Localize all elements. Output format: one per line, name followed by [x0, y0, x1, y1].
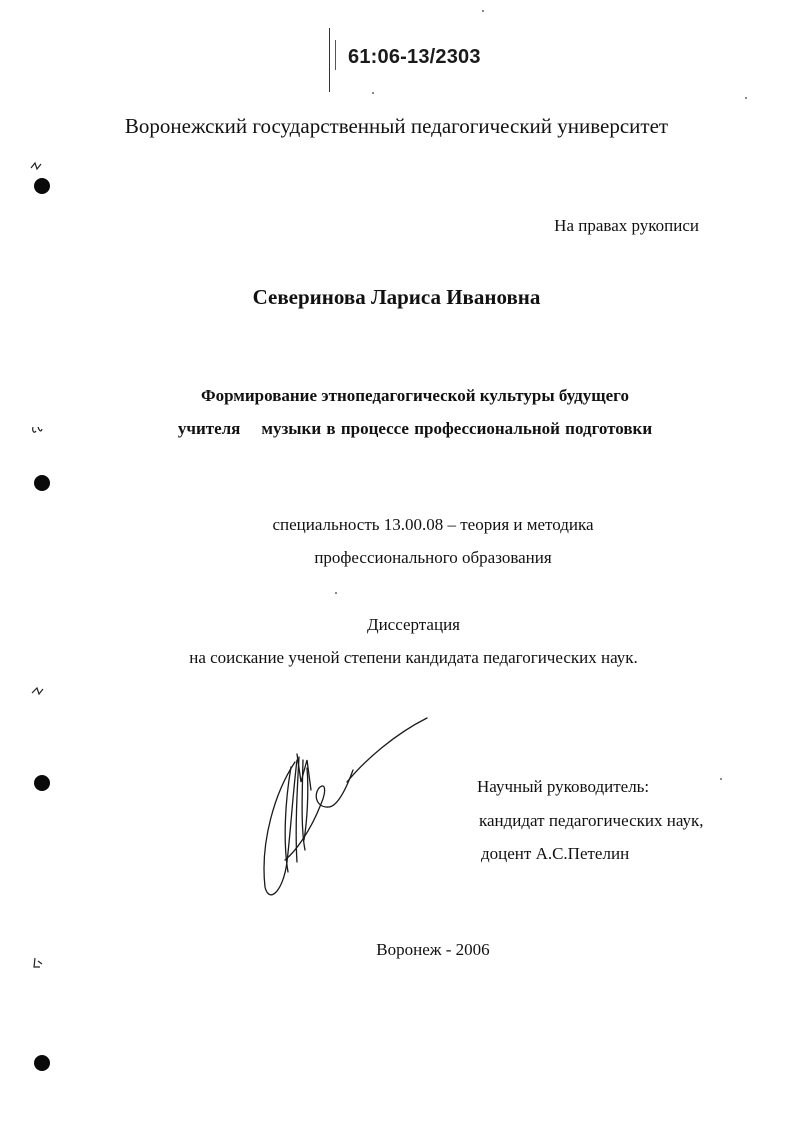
rights-notice: На правах рукописи	[554, 216, 699, 235]
punch-hole	[34, 1055, 50, 1071]
university-name: Воронежский государственный педагогический университет	[124, 114, 669, 138]
scan-mark	[30, 423, 46, 437]
stamp-line	[329, 28, 330, 92]
dust-speck	[482, 10, 484, 12]
specialty-line-2: профессионального образования	[314, 548, 552, 567]
dissertation-title-line-1: Формирование этнопедагогической культуры будущего	[201, 386, 629, 405]
title-line-2-text: учителя музыки в процессе профессиональной подготовки	[177, 419, 653, 438]
dust-speck	[335, 592, 337, 594]
degree-purpose: на соискание ученой степени кандидата педагогических наук.	[189, 648, 638, 667]
advisor-degree: кандидат педагогических наук,	[479, 811, 704, 830]
stamp-line	[335, 40, 336, 70]
scan-mark	[28, 160, 48, 174]
archive-code: 61:06-13/2303	[348, 46, 481, 68]
scan-mark	[29, 684, 47, 698]
city-year: Воронеж - 2006	[376, 940, 490, 959]
author-name: Северинова Лариса Ивановна	[252, 285, 541, 309]
specialty-line-1: специальность 13.00.08 – теория и методика	[272, 515, 594, 534]
advisor-name: доцент А.С.Петелин	[481, 844, 630, 863]
dissertation-label: Диссертация	[366, 615, 460, 634]
punch-hole	[34, 178, 50, 194]
signature	[255, 712, 435, 907]
punch-hole	[34, 475, 50, 491]
advisor-label: Научный руководитель:	[477, 777, 650, 796]
scan-mark	[30, 955, 46, 971]
dust-speck	[372, 92, 374, 94]
dissertation-title-line-2	[0, 419, 793, 439]
punch-hole	[34, 775, 50, 791]
dust-speck	[745, 97, 747, 99]
dust-speck	[720, 778, 722, 780]
